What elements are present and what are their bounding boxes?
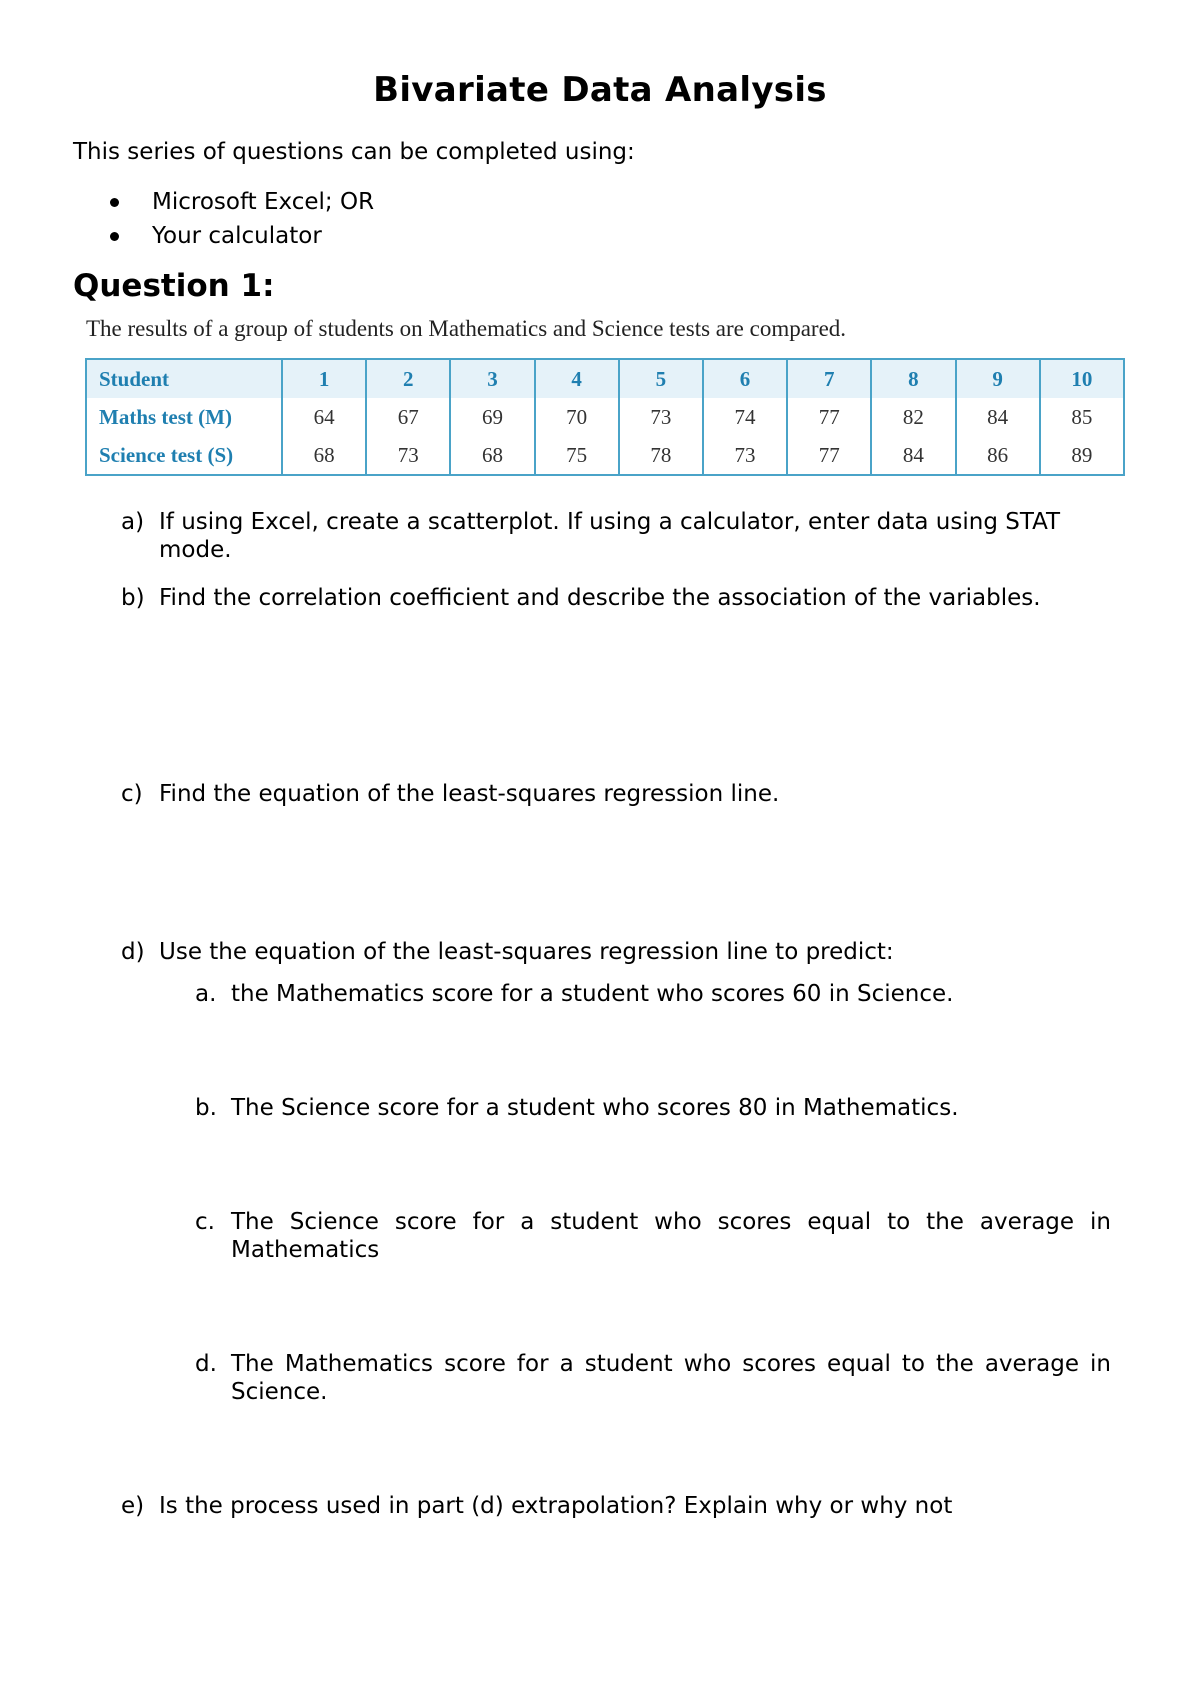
table-cell: 6	[703, 359, 787, 398]
bullet-icon	[110, 198, 119, 207]
part-marker: a)	[121, 509, 145, 535]
subpart-marker: c.	[195, 1209, 215, 1235]
table-cell: 3	[450, 359, 534, 398]
table-cell: 74	[703, 398, 787, 436]
subpart-marker: b.	[195, 1095, 217, 1121]
table-cell: 2	[366, 359, 450, 398]
table-cell: 10	[1040, 359, 1124, 398]
bullet-item-excel	[110, 185, 374, 219]
subpart-marker: d.	[195, 1351, 217, 1377]
table-cell: 85	[1040, 398, 1124, 436]
table-cell: 75	[535, 436, 619, 475]
bullet-label: Microsoft Excel; OR	[152, 189, 375, 215]
subpart-text: The Science score for a student who scores 80 in Mathematics.	[231, 1095, 959, 1121]
intro-text: This series of questions can be completed using:	[73, 139, 635, 165]
table-cell: 5	[619, 359, 703, 398]
table-cell: 77	[787, 398, 871, 436]
part-marker: d)	[121, 939, 145, 965]
subpart-text: the Mathematics score for a student who scores 60 in Science.	[231, 981, 954, 1007]
subpart-text: The Mathematics score for a student who scores equal to the average in Science.	[231, 1351, 1111, 1405]
table-cell: 86	[956, 436, 1040, 475]
table-cell: 73	[619, 398, 703, 436]
row-header: Student	[86, 359, 282, 398]
table-row-science	[86, 436, 1124, 475]
table-cell: 1	[282, 359, 366, 398]
table-caption: The results of a group of students on Mathematics and Science tests are compared.	[86, 316, 847, 341]
part-text: If using Excel, create a scatterplot. If using a calculator, enter data using STAT mode.	[159, 509, 1061, 563]
table-cell: 67	[366, 398, 450, 436]
subpart-text: The Science score for a student who scores equal to the average in Mathematics	[231, 1209, 1111, 1263]
row-header: Science test (S)	[86, 436, 282, 475]
bullet-list	[110, 185, 374, 253]
bullet-label: Your calculator	[152, 223, 322, 249]
part-marker: e)	[121, 1493, 145, 1519]
row-header: Maths test (M)	[86, 398, 282, 436]
table-cell: 4	[535, 359, 619, 398]
data-table	[85, 358, 1125, 476]
table-cell: 68	[450, 436, 534, 475]
part-text: Find the correlation coefficient and describe the association of the variables.	[159, 585, 1041, 611]
question-heading: Question 1:	[73, 268, 275, 304]
table-cell: 73	[703, 436, 787, 475]
part-text: Is the process used in part (d) extrapolation? Explain why or why not	[159, 1493, 953, 1519]
table-cell: 89	[1040, 436, 1124, 475]
table-cell: 84	[956, 398, 1040, 436]
table-cell: 68	[282, 436, 366, 475]
part-marker: b)	[121, 585, 145, 611]
table-cell: 77	[787, 436, 871, 475]
table-row-student	[86, 359, 1124, 398]
page-title: Bivariate Data Analysis	[373, 70, 827, 110]
part-text: Use the equation of the least-squares regression line to predict:	[159, 939, 894, 965]
part-marker: c)	[121, 781, 143, 807]
part-text: Find the equation of the least-squares regression line.	[159, 781, 780, 807]
bullet-item-calculator	[110, 219, 374, 253]
table-cell: 64	[282, 398, 366, 436]
table-cell: 82	[871, 398, 955, 436]
subpart-marker: a.	[195, 981, 217, 1007]
table-cell: 7	[787, 359, 871, 398]
table-cell: 69	[450, 398, 534, 436]
table-cell: 9	[956, 359, 1040, 398]
table-cell: 84	[871, 436, 955, 475]
bullet-icon	[110, 232, 119, 241]
table-row-maths	[86, 398, 1124, 436]
table-cell: 73	[366, 436, 450, 475]
table-cell: 8	[871, 359, 955, 398]
table-cell: 78	[619, 436, 703, 475]
table-cell: 70	[535, 398, 619, 436]
